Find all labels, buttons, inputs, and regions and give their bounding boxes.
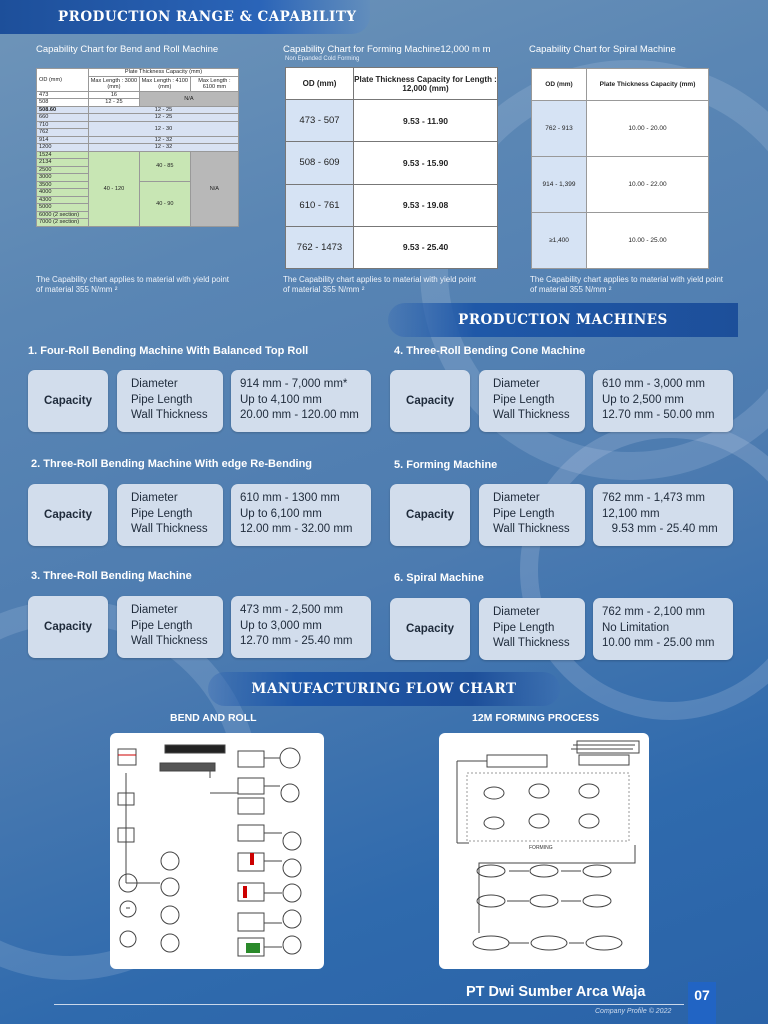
- banner-production-machines: PRODUCTION MACHINES: [388, 303, 738, 337]
- cell: 40 - 90: [139, 181, 190, 226]
- row-od: 2500: [37, 166, 89, 174]
- chart2-note: The Capability chart applies to material with yield point of material 355 N/mm ²: [283, 275, 476, 294]
- row-od: 473 - 507: [286, 100, 354, 142]
- spec-values: [231, 484, 371, 546]
- spec-label: Pipe Length: [493, 621, 555, 634]
- spec-value: Up to 3,000 mm: [240, 619, 322, 632]
- spec-value: 610 mm - 1300 mm: [240, 492, 340, 504]
- chart2-title: Capability Chart for Forming Machine12,000 m m: [283, 44, 491, 55]
- row-value: 10.00 - 20.00: [587, 101, 709, 157]
- col-len2: Max Length : 4100 (mm): [139, 76, 190, 91]
- row-od: 914 - 1,399: [532, 157, 587, 213]
- row-od: 1524: [37, 151, 89, 159]
- cell: 12 - 25: [89, 99, 140, 107]
- bend-roll-heading: BEND AND ROLL: [170, 712, 257, 724]
- spec-value: 12.70 mm - 50.00 mm: [602, 409, 715, 421]
- row-od: 508.60: [37, 106, 89, 114]
- row-od: 508: [37, 99, 89, 107]
- spec-values: [593, 598, 733, 660]
- col-cap: Plate Thickness Capacity (mm): [587, 69, 709, 101]
- machine-title: 5. Forming Machine: [394, 459, 498, 471]
- bend-roll-diagram: [110, 733, 324, 969]
- col-len1: Max Length : 3000 (mm): [89, 76, 140, 91]
- page-number: 07: [688, 982, 716, 1024]
- spec-labels: [117, 370, 223, 432]
- row-od: 710: [37, 121, 89, 129]
- capacity-label: Capacity: [28, 370, 108, 432]
- spec-value: 914 mm - 7,000 mm*: [240, 378, 348, 390]
- capacity-label: Capacity: [28, 484, 108, 546]
- copyright: Company Profile © 2022: [595, 1008, 672, 1015]
- row-od: 762 - 913: [532, 101, 587, 157]
- row-value: 10.00 - 22.00: [587, 157, 709, 213]
- col-cap: Plate Thickness Capacity (mm): [89, 69, 239, 77]
- cell: 16: [89, 91, 140, 99]
- row-od: 3500: [37, 181, 89, 189]
- bend-roll-capability-table: [36, 68, 239, 227]
- spec-labels: [479, 370, 585, 432]
- row-od: 4000: [37, 189, 89, 197]
- cell: 12 - 32: [89, 136, 239, 144]
- spec-label: Pipe Length: [131, 393, 193, 406]
- spec-value: Up to 4,100 mm: [240, 393, 322, 406]
- cell: 12 - 30: [89, 121, 239, 136]
- cell: 40 - 85: [139, 151, 190, 181]
- spec-value: No Limitation: [602, 621, 670, 634]
- col-od: OD (mm): [532, 69, 587, 101]
- spec-value: 12,100 mm: [602, 507, 660, 520]
- row-od: 508 - 609: [286, 142, 354, 184]
- spec-values: [231, 596, 371, 658]
- machine-title: 4. Three-Roll Bending Cone Machine: [394, 345, 586, 357]
- machine-title: 1. Four-Roll Bending Machine With Balanced Top Roll: [28, 345, 309, 357]
- chart1-title: Capability Chart for Bend and Roll Machine: [36, 44, 219, 55]
- cell: 12 - 25: [89, 114, 239, 122]
- row-od: 762: [37, 129, 89, 137]
- machine-title: 3. Three-Roll Bending Machine: [31, 570, 192, 582]
- banner-production-range: PRODUCTION RANGE & CAPABILITY: [0, 0, 370, 34]
- bend-roll-flowchart: [110, 733, 324, 969]
- forming-diagram: [439, 733, 649, 969]
- spec-label: Wall Thickness: [493, 409, 570, 421]
- forming-capability-table: [285, 67, 498, 269]
- chart1-note: The Capability chart applies to material with yield point of material 355 N/mm ²: [36, 275, 229, 294]
- col-cap: Plate Thickness Capacity for Length : 12,000 (mm): [354, 68, 498, 100]
- spec-labels: [117, 596, 223, 658]
- row-od: 610 - 761: [286, 184, 354, 226]
- spec-label: Diameter: [131, 604, 178, 616]
- spec-value: 762 mm - 1,473 mm: [602, 492, 705, 504]
- spec-label: Wall Thickness: [131, 523, 208, 535]
- spec-label: Pipe Length: [131, 507, 193, 520]
- spec-label: Diameter: [131, 492, 178, 504]
- row-od: ≥1,400: [532, 213, 587, 269]
- spec-value: 20.00 mm - 120.00 mm: [240, 409, 359, 421]
- chart3-note: The Capability chart applies to material with yield point of material 355 N/mm ²: [530, 275, 723, 294]
- spec-value: Up to 2,500 mm: [602, 393, 684, 406]
- col-od: OD (mm): [37, 69, 89, 92]
- cell: N/A: [190, 151, 238, 226]
- row-od: 7000 (2 section): [37, 219, 89, 227]
- forming-process-heading: 12M FORMING PROCESS: [472, 712, 600, 724]
- cell: 12 - 32: [89, 144, 239, 152]
- col-od: OD (mm): [286, 68, 354, 100]
- spiral-capability-table: [531, 68, 709, 269]
- row-od: 4300: [37, 196, 89, 204]
- cell: 12 - 25: [89, 106, 239, 114]
- row-od: 473: [37, 91, 89, 99]
- row-value: 9.53 - 11.90: [354, 100, 498, 142]
- row-value: 9.53 - 19.08: [354, 184, 498, 226]
- spec-values: [231, 370, 371, 432]
- cell: 40 - 120: [89, 151, 140, 226]
- forming-label: FORMING: [529, 845, 553, 851]
- capacity-label: Capacity: [28, 596, 108, 658]
- chart3-title: Capability Chart for Spiral Machine: [529, 44, 676, 55]
- spec-label: Pipe Length: [493, 507, 555, 520]
- spec-value: 762 mm - 2,100 mm: [602, 606, 705, 618]
- chart2-subtitle: Non Epanded Cold Forming: [285, 56, 360, 62]
- row-value: 10.00 - 25.00: [587, 213, 709, 269]
- row-od: 2134: [37, 159, 89, 167]
- spec-value: 10.00 mm - 25.00 mm: [602, 637, 715, 649]
- spec-value: Up to 6,100 mm: [240, 507, 322, 520]
- spec-label: Pipe Length: [493, 393, 555, 406]
- spec-value: 610 mm - 3,000 mm: [602, 378, 705, 390]
- row-od: 5000: [37, 204, 89, 212]
- spec-label: Diameter: [493, 378, 540, 390]
- spec-labels: [117, 484, 223, 546]
- row-value: 9.53 - 15.90: [354, 142, 498, 184]
- spec-label: Pipe Length: [131, 619, 193, 632]
- spec-value: 12.70 mm - 25.40 mm: [240, 635, 353, 647]
- spec-label: Diameter: [131, 378, 178, 390]
- row-od: 660: [37, 114, 89, 122]
- spec-label: Wall Thickness: [493, 637, 570, 649]
- cell: N/A: [139, 91, 238, 106]
- spec-label: Diameter: [493, 606, 540, 618]
- spec-value: 9.53 mm - 25.40 mm: [602, 523, 718, 535]
- row-od: 914: [37, 136, 89, 144]
- row-value: 9.53 - 25.40: [354, 226, 498, 268]
- row-od: 6000 (2 section): [37, 211, 89, 219]
- forming-process-flowchart: [439, 733, 649, 969]
- spec-label: Wall Thickness: [493, 523, 570, 535]
- row-od: 1200: [37, 144, 89, 152]
- spec-label: Wall Thickness: [131, 409, 208, 421]
- spec-values: [593, 370, 733, 432]
- spec-label: Wall Thickness: [131, 635, 208, 647]
- col-len3: Max Length : 6100 mm: [190, 76, 238, 91]
- spec-value: 12.00 mm - 32.00 mm: [240, 523, 353, 535]
- spec-values: [593, 484, 733, 546]
- row-od: 3000: [37, 174, 89, 182]
- footer-rule: [54, 1004, 684, 1005]
- machine-title: 6. Spiral Machine: [394, 572, 484, 584]
- company-name: PT Dwi Sumber Arca Waja: [466, 984, 646, 1000]
- spec-labels: [479, 484, 585, 546]
- spec-labels: [479, 598, 585, 660]
- spec-value: 473 mm - 2,500 mm: [240, 604, 343, 616]
- capacity-label: Capacity: [390, 370, 470, 432]
- machine-title: 2. Three-Roll Bending Machine With edge Re-Bending: [31, 458, 313, 470]
- capacity-label: Capacity: [390, 598, 470, 660]
- banner-flow-chart: MANUFACTURING FLOW CHART: [208, 672, 560, 706]
- capacity-label: Capacity: [390, 484, 470, 546]
- row-od: 762 - 1473: [286, 226, 354, 268]
- spec-label: Diameter: [493, 492, 540, 504]
